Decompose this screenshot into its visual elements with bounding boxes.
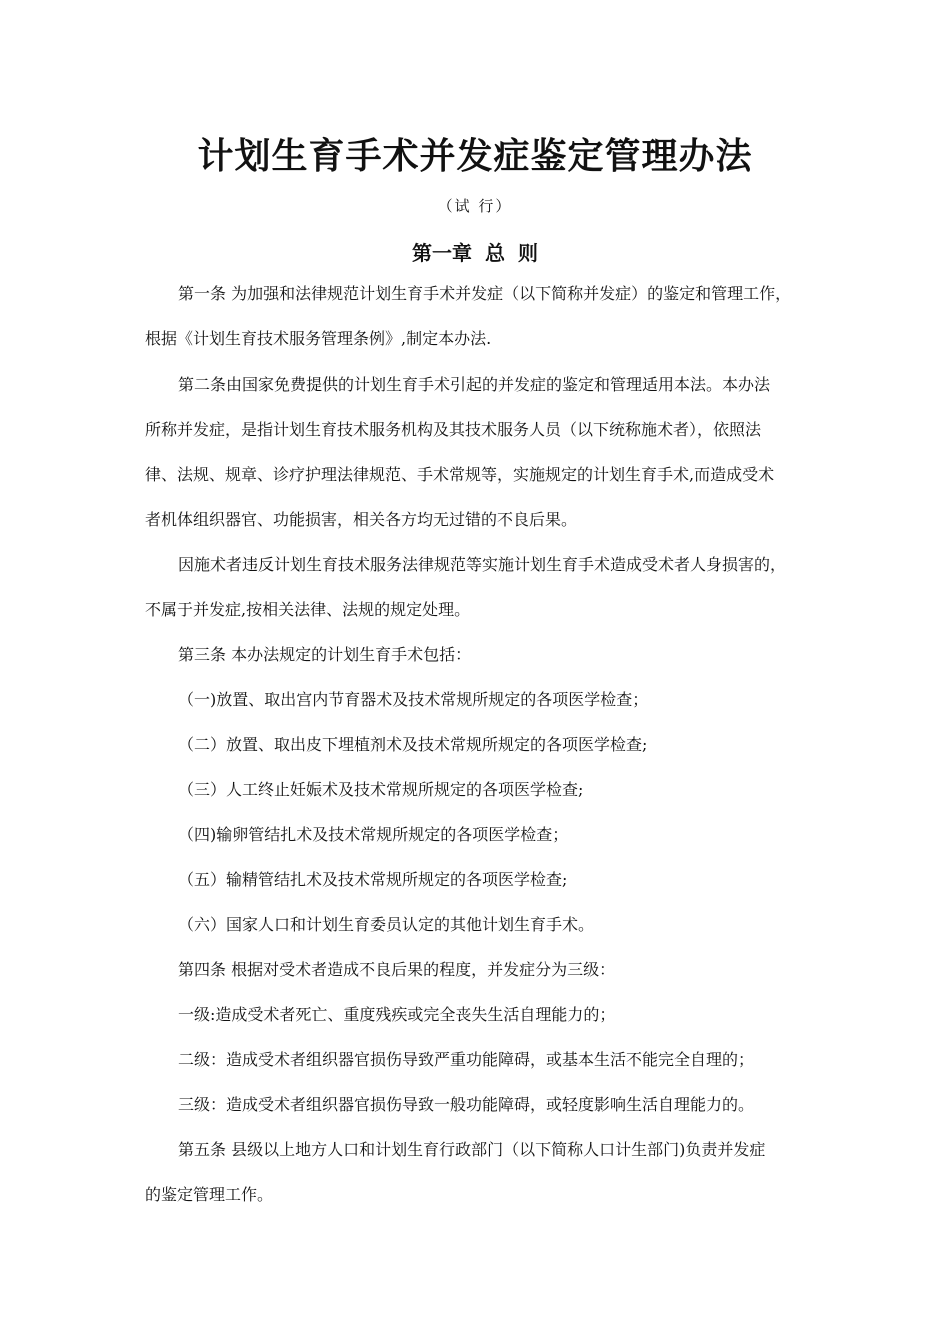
text-line: 的鉴定管理工作。	[145, 1185, 274, 1204]
text-line: （六）国家人口和计划生育委员认定的其他计划生育手术。	[178, 915, 595, 934]
text-line: 根据《计划生育技术服务管理条例》,制定本办法.	[145, 329, 492, 348]
text-line: 二级：造成受术者组织器官损伤导致严重功能障碍，或基本生活不能完全自理的；	[178, 1050, 755, 1069]
text-line: （四)输卵管结扎术及技术常规所规定的各项医学检查；	[178, 825, 569, 844]
document-title: 计划生育手术并发症鉴定管理办法	[197, 135, 753, 177]
text-line: 第四条 根据对受术者造成不良后果的程度，并发症分为三级：	[178, 960, 616, 979]
text-line: （三）人工终止妊娠术及技术常规所规定的各项医学检查;	[178, 780, 584, 799]
text-line: 第五条 县级以上地方人口和计划生育行政部门（以下简称人口计生部门)负责并发症	[178, 1140, 766, 1159]
text-line: 律、法规、规章、诊疗护理法律规范、手术常规等，实施规定的计划生育手术,而造成受术	[145, 465, 775, 484]
text-line: 第三条 本办法规定的计划生育手术包括：	[178, 645, 472, 664]
text-line: 第一条 为加强和法律规范计划生育手术并发症（以下简称并发症）的鉴定和管理工作，	[178, 284, 792, 303]
chapter-heading: 第一章 总 则	[412, 241, 538, 265]
text-line: 一级:造成受术者死亡、重度残疾或完全丧失生活自理能力的；	[178, 1005, 616, 1024]
text-line: 所称并发症，是指计划生育技术服务机构及其技术服务人员（以下统称施术者），依照法	[145, 420, 762, 439]
text-line: （二）放置、取出皮下埋植剂术及技术常规所规定的各项医学检查;	[178, 735, 648, 754]
text-line: 者机体组织器官、功能损害，相关各方均无过错的不良后果。	[145, 510, 578, 529]
text-line: （一)放置、取出宫内节育器术及技术常规所规定的各项医学检查；	[178, 690, 649, 709]
text-line: 三级：造成受术者组织器官损伤导致一般功能障碍，或轻度影响生活自理能力的。	[178, 1095, 755, 1114]
document-subtitle: （试 行）	[437, 197, 513, 215]
text-line: 因施术者违反计划生育技术服务法律规范等实施计划生育手术造成受术者人身损害的，	[178, 555, 787, 574]
text-line: 不属于并发症,按相关法律、法规的规定处理。	[145, 600, 471, 619]
text-line: （五）输精管结扎术及技术常规所规定的各项医学检查;	[178, 870, 568, 889]
text-line: 第二条由国家免费提供的计划生育手术引起的并发症的鉴定和管理适用本法。本办法	[178, 375, 771, 394]
